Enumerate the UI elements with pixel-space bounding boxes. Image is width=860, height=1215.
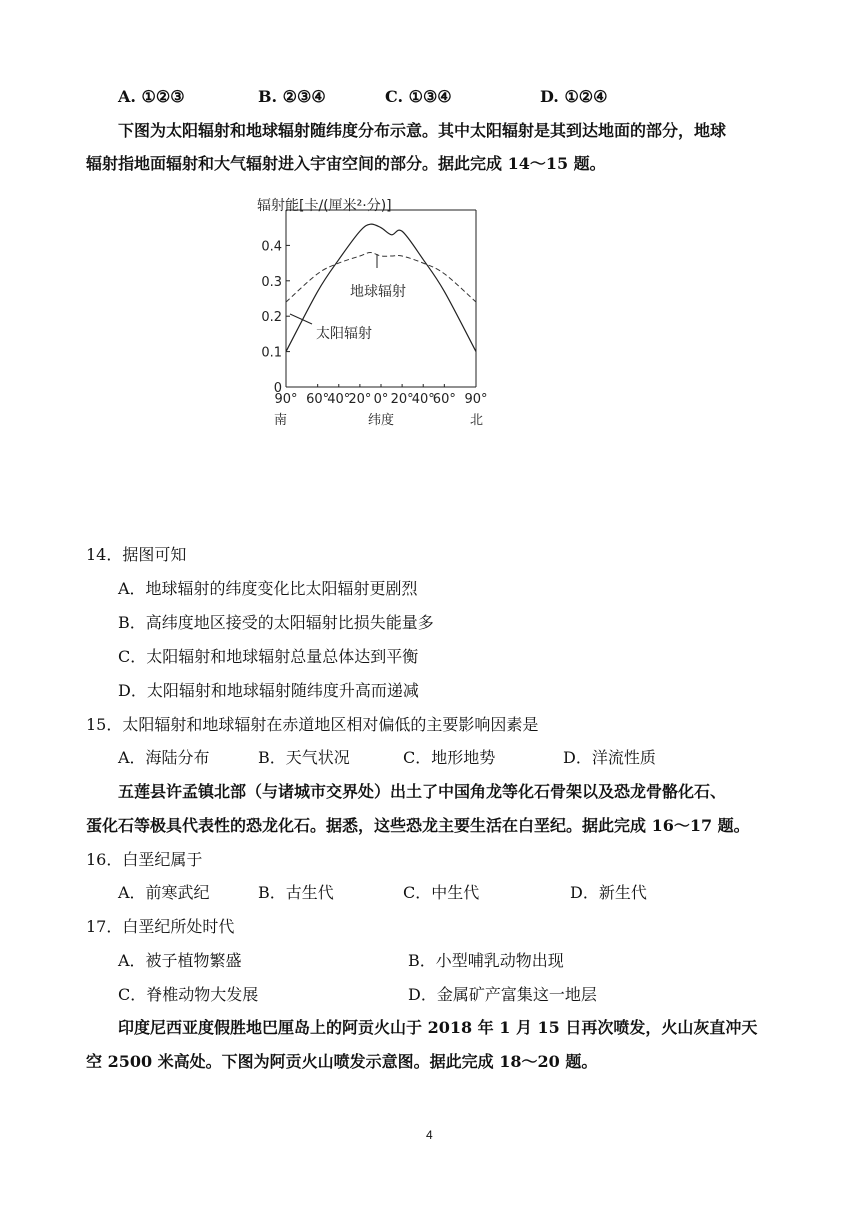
q17-option-a: A．被子植物繁盛	[118, 951, 242, 970]
q16-stem: 16．白垩纪属于	[86, 850, 203, 869]
x-end-label-south: 南	[274, 413, 288, 428]
q15-option-a: A．海陆分布	[118, 748, 210, 767]
x-tick-label: 90°	[464, 392, 488, 407]
y-tick-label: 0.1	[261, 345, 282, 361]
option-d-top: D. ①②④	[540, 87, 608, 106]
x-tick-label: 20°	[390, 392, 414, 407]
y-tick-label: 0.4	[261, 239, 282, 255]
page-number: 4	[426, 1128, 433, 1142]
x-tick-label: 40°	[327, 392, 351, 407]
y-tick-label: 0	[273, 381, 282, 396]
option-c-top: C. ①③④	[385, 87, 452, 106]
radiation-latitude-chart	[250, 192, 510, 432]
q15-option-b: B．天气状况	[258, 748, 350, 767]
option-a-top: A. ①②③	[118, 87, 185, 106]
y-tick-label: 0.2	[261, 310, 282, 326]
intro-14-15-line2: 辐射指地面辐射和大气辐射进入宇宙空间的部分。据此完成 14～15 题。	[86, 154, 606, 173]
q16-option-d: D．新生代	[570, 883, 647, 902]
intro-16-17-line1: 五莲县许孟镇北部（与诸城市交界处）出土了中国角龙等化石骨架以及恐龙骨骼化石、	[118, 782, 727, 801]
solar-radiation-label: 太阳辐射	[316, 326, 372, 342]
x-tick-label: 20°	[348, 392, 372, 407]
q14-option-a: A．地球辐射的纬度变化比太阳辐射更剧烈	[118, 579, 418, 598]
q15-stem: 15．太阳辐射和地球辐射在赤道地区相对偏低的主要影响因素是	[86, 715, 539, 734]
q14-option-b: B．高纬度地区接受的太阳辐射比损失能量多	[118, 613, 434, 632]
intro-14-15-line1: 下图为太阳辐射和地球辐射随纬度分布示意。其中太阳辐射是其到达地面的部分，地球	[118, 121, 727, 140]
q17-option-b: B．小型哺乳动物出现	[408, 951, 564, 970]
intro-18-20-line1: 印度尼西亚度假胜地巴厘岛上的阿贡火山于 2018 年 1 月 15 日再次喷发，火山灰直冲天	[118, 1018, 758, 1037]
x-tick-label: 90°	[274, 392, 298, 407]
q17-option-c: C．脊椎动物大发展	[118, 985, 259, 1004]
q15-option-c: C．地形地势	[403, 748, 496, 767]
x-tick-label: 0°	[373, 392, 389, 407]
q16-option-b: B．古生代	[258, 883, 334, 902]
q14-stem: 14．据图可知	[86, 545, 187, 564]
q17-option-d: D．金属矿产富集这一地层	[408, 985, 597, 1004]
x-tick-label: 60°	[306, 392, 330, 407]
x-axis-label: 纬度	[368, 413, 395, 428]
q16-option-a: A．前寒武纪	[118, 883, 210, 902]
y-tick-label: 0.3	[261, 274, 282, 290]
x-tick-label: 40°	[411, 392, 435, 407]
q14-option-d: D．太阳辐射和地球辐射随纬度升高而递减	[118, 681, 419, 700]
x-end-label-north: 北	[470, 413, 484, 428]
q16-option-c: C．中生代	[403, 883, 480, 902]
y-axis-label: 辐射能[卡/(厘米²·分)]	[257, 198, 392, 214]
earth-radiation-label: 地球辐射	[350, 284, 406, 300]
intro-18-20-line2: 空 2500 米高处。下图为阿贡火山喷发示意图。据此完成 18～20 题。	[86, 1052, 598, 1071]
q14-option-c: C．太阳辐射和地球辐射总量总体达到平衡	[118, 647, 419, 666]
q17-stem: 17．白垩纪所处时代	[86, 917, 235, 936]
q15-option-d: D．洋流性质	[563, 748, 656, 767]
x-tick-label: 60°	[432, 392, 456, 407]
intro-16-17-line2: 蛋化石等极具代表性的恐龙化石。据悉，这些恐龙主要生活在白垩纪。据此完成 16～17 题。	[86, 816, 750, 835]
option-b-top: B. ②③④	[258, 87, 326, 106]
